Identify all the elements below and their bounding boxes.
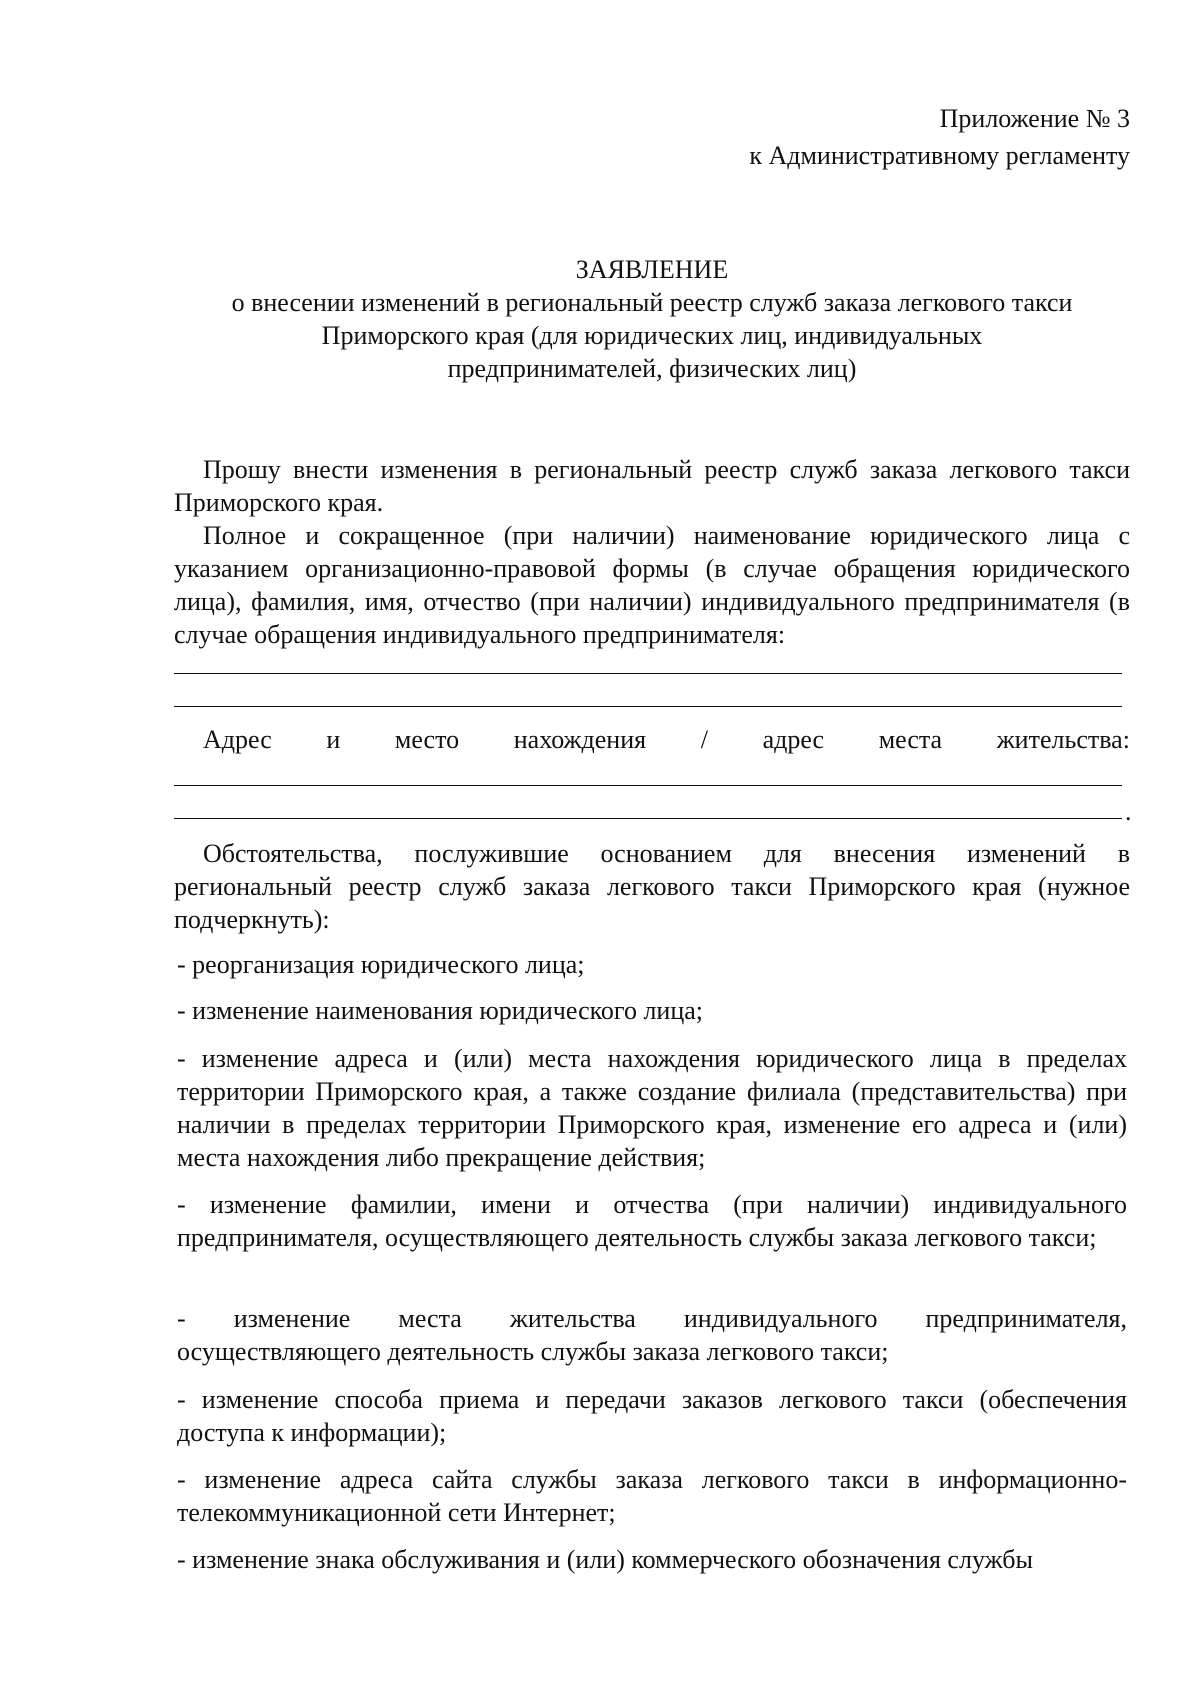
- address-word: место: [394, 725, 460, 754]
- address-prompt: [174, 723, 1130, 756]
- address-word: нахождения: [513, 725, 647, 754]
- ground-item: - изменение наименования юридического лица;: [177, 996, 704, 1025]
- name-fill-line-2: [174, 706, 1122, 707]
- document-title: ЗАЯВЛЕНИЕ: [575, 255, 729, 284]
- ground-item: - изменение способа приема и передачи заказов легкового такси (обеспечения доступа к информации);: [177, 1385, 1127, 1447]
- name-fill-line-1: [174, 673, 1122, 674]
- document-subtitle-line-3: предпринимателей, физических лиц): [447, 354, 857, 383]
- address-word: Адрес: [203, 725, 272, 754]
- annex-header: [749, 100, 1130, 174]
- address-fill-line-2: [174, 818, 1122, 819]
- address-word: места: [878, 725, 943, 754]
- document-subtitle-line-2: Приморского края (для юридических лиц, индивидуальных: [321, 321, 983, 350]
- address-word: жительства:: [996, 725, 1130, 754]
- address-end-period: .: [1125, 797, 1132, 826]
- address-word: и: [326, 725, 341, 754]
- document-page: [174, 0, 1130, 1698]
- address-fill-line-1: [174, 785, 1122, 786]
- ground-item: - изменение адреса сайта службы заказа легкового такси в информационно-телекоммуникационной сети Интернет;: [177, 1465, 1127, 1527]
- name-prompt-paragraph: Полное и сокращенное (при наличии) наименование юридического лица с указанием организационно-правовой формы (в случае обращения юридического лица), фамилия, имя, отчество (при наличии) индивидуального предпринимателя (в случае обращения индивидуального предпринимателя:: [174, 521, 1130, 649]
- ground-item: - изменение фамилии, имени и отчества (при наличии) индивидуального предпринимателя, осуществляющего деятельность службы заказа легкового такси;: [177, 1190, 1127, 1252]
- annex-reference: к Административному регламенту: [749, 141, 1130, 170]
- grounds-prompt-paragraph: Обстоятельства, послужившие основанием для внесения изменений в региональный реестр служб заказа легкового такси Приморского края (нужное подчеркнуть):: [174, 839, 1130, 934]
- address-word: /: [700, 725, 708, 754]
- document-heading: [174, 253, 1130, 385]
- ground-item: - изменение знака обслуживания и (или) коммерческого обозначения службы: [177, 1545, 1033, 1574]
- annex-number: Приложение № 3: [939, 104, 1130, 133]
- address-word: адрес: [762, 725, 825, 754]
- ground-item: - изменение адреса и (или) места нахождения юридического лица в пределах территории Приморского края, а также создание филиала (представительства) при наличии в пределах территории Приморского края, изменение его адреса и (или) места нахождения либо прекращение действия;: [177, 1044, 1127, 1172]
- ground-item: - изменение места жительства индивидуального предпринимателя, осуществляющего деятельность службы заказа легкового такси;: [177, 1304, 1127, 1366]
- request-paragraph: Прошу внести изменения в региональный реестр служб заказа легкового такси Приморского края.: [174, 455, 1130, 517]
- ground-item: - реорганизация юридического лица;: [177, 950, 585, 979]
- document-subtitle-line-1: о внесении изменений в региональный реестр служб заказа легкового такси: [231, 288, 1073, 317]
